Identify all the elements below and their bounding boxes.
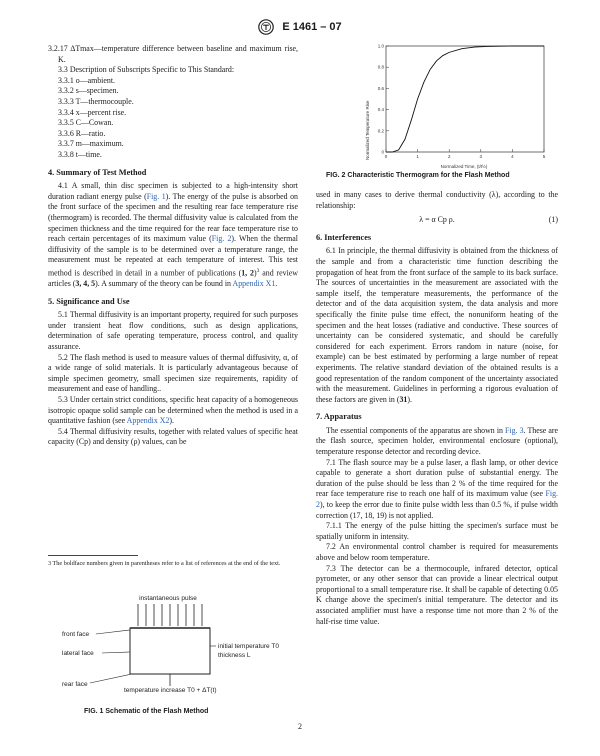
definition-item: 3.3.5 C—Cowan. <box>58 118 114 128</box>
link-fig-3[interactable]: Fig. 3 <box>505 425 524 435</box>
fig1-initial-label: initial temperature T0 <box>218 643 279 650</box>
fig2-x-tick-label: 1 <box>416 154 419 159</box>
paragraph-7-intro: The essential components of the apparatus are shown in Fig. 3. These are the flash source, specimen holder, environmental enclosure (optional), temperature response detector and recording device. <box>316 425 558 457</box>
definition-item: 3.3.1 o—ambient. <box>58 75 115 85</box>
fig2-series-line <box>386 46 544 152</box>
figure-1-caption: FIG. 1 Schematic of the Flash Method <box>84 708 209 715</box>
figure-1-schematic <box>60 590 300 708</box>
fig1-increase-label: temperature increase T0 + ΔT(t) <box>124 687 217 694</box>
section-6-heading: 6. Interferences <box>316 232 372 242</box>
fig2-x-axis-label: Normalized Time, (t/t½) <box>440 164 488 169</box>
page-header <box>0 18 600 36</box>
figure-2-caption: FIG. 2 Characteristic Thermogram for the Flash Method <box>326 172 510 179</box>
fig1-front-label: front face <box>62 631 90 638</box>
paragraph-7-3: 7.3 The detector can be a thermocouple, infrared detector, optical pyrometer, or any other sensor that can provide a linear electrical output proportional to a small temperature rise. It shall be capable of detecting 0.05 K change above the specimen's initial temperature. The detector and its associated amplifier must have a response time not more than 2 % of the half-rise time value. <box>316 563 558 626</box>
link-fig-2-apparatus[interactable]: Fig. 2 <box>316 489 558 510</box>
definition-item: 3.3.4 x—percent rise. <box>58 107 127 117</box>
fig2-x-tick-label: 2 <box>447 154 451 159</box>
fig1-lateral-label: lateral face <box>62 650 94 657</box>
footnote-rule <box>48 555 138 556</box>
fig1-thickness-label: thickness L <box>218 652 251 659</box>
paragraph-7-2: 7.2 An environmental control chamber is required for measurements above and below room temperature. <box>316 542 558 562</box>
fig2-y-axis-label: Normalized Temperature Rise <box>365 100 370 160</box>
fig2-plot-frame <box>386 46 544 152</box>
fig2-x-tick-label: 0 <box>384 154 388 159</box>
fig1-rear-label: rear face <box>62 681 88 688</box>
link-appendix-x1[interactable]: Appendix X1 <box>232 279 276 289</box>
paragraph-6-1: 6.1 In principle, the thermal diffusivity is obtained from the thickness of the sample and from a characteristic time function describing the propagation of heat from the front surface of the sample to its back surface. The sources of uncertainties in the measurement are associated with the sample itself, the temperature measurements, the performance of the detector and of the data acquisition system, the data analysis and more specifically the finite pulse time effect, the nonuniform heating of the specimen and the heat losses (radiative and conductive. These sources of uncertainty can be considered systematic, and should be carefully considered for each experiment. Errors random in nature (noise, for example) can be best estimated by performing a large number of repeat experiments. The relative standard deviation of the obtained results is a good representation of the random component of the uncertainty associated with the measurement. Guidelines in performing a rigorous evaluation of these factors are given in (31). <box>316 246 558 404</box>
section-5-heading: 5. Significance and Use <box>48 296 130 306</box>
fig2-x-tick-label: 4 <box>511 154 514 159</box>
fig2-x-tick-label: 3 <box>479 154 483 159</box>
link-appendix-x2[interactable]: Appendix X2 <box>126 416 170 426</box>
fig2-x-tick-label: 5 <box>542 154 546 159</box>
equation-1: λ = α Cp ρ. (1) <box>419 215 558 225</box>
paragraph-7-1: 7.1 The flash source may be a pulse laser, a flash lamp, or other device capable to generate a short duration pulse of substantial energy. The duration of the pulse should be less than 2 % of the time required for the rear face temperature rise to reach one half of its maximum value (see Fig. 2), to keep the error due to finite pulse width less than 0.5 %, if pulse width correction (17, 18, 19) is not applied. <box>316 457 558 520</box>
definition-item: 3.3.2 s—specimen. <box>58 86 119 96</box>
paragraph-5-3: 5.3 Under certain strict conditions, specific heat capacity of a homogeneous isotropic opaque solid sample can be determined when the method is used in a quantitative fashion (see Appendix X2). <box>48 395 298 426</box>
fig1-pulse-label: instantaneous pulse <box>139 595 197 602</box>
fig2-y-tick-label: 0.2 <box>377 128 384 134</box>
link-fig-1[interactable]: Fig. 1 <box>146 191 166 201</box>
fig2-y-tick-label: 0.8 <box>377 64 384 70</box>
fig2-y-tick-label: 0 <box>381 149 384 155</box>
link-fig-2[interactable]: Fig. 2 <box>211 234 232 244</box>
paragraph-4-1: 4.1 A small, thin disc specimen is subjected to a high-intensity short duration radiant energy pulse (Fig. 1). The energy of the pulse is absorbed on the front surface of the specimen and the resulting rear face temperature rise (thermogram) is recorded. The thermal diffusivity value is calculated from the specimen thickness and the time required for the rear face temperature rise to reach certain percentages of its maximum value (Fig. 2). When the thermal diffusivity of the sample is to be determined over a temperature range, the measurement must be repeated at each temperature of interest. This test method is described in detail in a number of publications (1, 2)$^3$ and review articles (3, 4, 5). A summary of the theory can be found in Appendix X1. <box>48 181 298 289</box>
astm-logo-icon <box>258 19 274 35</box>
definition-item: 3.3.3 T—thermocouple. <box>58 96 134 106</box>
figure-2-thermogram <box>356 40 556 170</box>
paragraph-5-4: 5.4 Thermal diffusivity results, together with related values of specific heat capacity (Cp) and density (ρ) values, can be <box>48 426 298 447</box>
section-7-heading: 7. Apparatus <box>316 412 362 422</box>
definition-item: 3.3.8 t—time. <box>58 149 102 159</box>
left-column <box>48 44 298 448</box>
paragraph-5-2: 5.2 The flash method is used to measure values of thermal diffusivity, α, of a wide range of solid materials. It is particularly advantageous because of simple specimen geometry, small specimen size requirements, rapidity of measurement and ease of handling.. <box>48 352 298 394</box>
definition-item: 3.3.7 m—maximum. <box>58 139 124 149</box>
section-4-heading: 4. Summary of Test Method <box>48 167 147 177</box>
definition-item: 3.3 Description of Subscripts Specific to This Standard: <box>58 65 235 75</box>
standard-designation: E 1461 – 07 <box>282 21 342 34</box>
fig2-y-tick-label: 1.0 <box>377 43 384 49</box>
right-column <box>316 190 558 627</box>
paragraph-5-4-continued: used in many cases to derive thermal conductivity (λ), according to the relationship: <box>316 190 558 210</box>
footnote-3: 3 The boldface numbers given in parentheses refer to a list of references at the end of the text. <box>48 560 281 567</box>
paragraph-7-1-1: 7.1.1 The energy of the pulse hitting the specimen's surface must be spatially uniform in intensity. <box>316 521 558 541</box>
definitions-list <box>48 44 298 161</box>
fig2-y-tick-label: 0.6 <box>377 85 384 91</box>
paragraph-5-1: 5.1 Thermal diffusivity is an important property, required for such purposes under transient heat flow conditions, such as design applications, determination of safe operating temperature, process control, and quality assurance. <box>48 310 298 352</box>
definition-item: 3.3.6 R—ratio. <box>58 128 106 138</box>
fig2-y-tick-label: 0.4 <box>377 107 384 113</box>
definition-item: 3.2.17 ΔTmax—temperature difference between baseline and maximum rise, K. <box>48 44 298 64</box>
page-number: 2 <box>298 722 302 731</box>
